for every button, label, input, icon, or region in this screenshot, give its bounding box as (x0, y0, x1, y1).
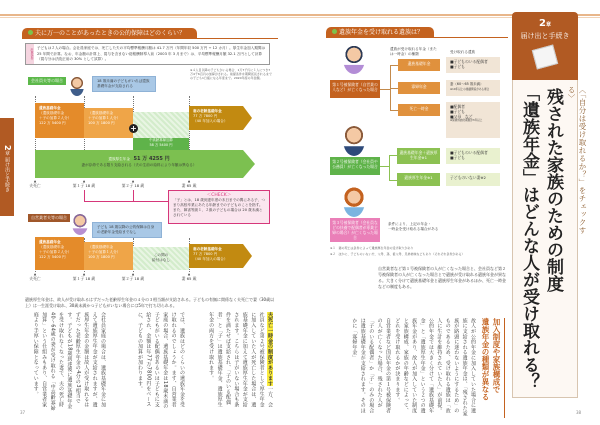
connector (389, 180, 397, 181)
group2-person-box: 第２号被保険者（会社員や公務員）が亡くなった場合 (330, 157, 380, 175)
box-line: ＋子の加算１人分） (88, 250, 121, 254)
chapter-unit: 章 (4, 150, 10, 156)
chapter-number: 2 (3, 145, 12, 151)
recipient: ■子どものいる配偶者 (450, 59, 488, 64)
box-title: 妻の老齢基礎年金 (193, 109, 222, 113)
timeline-tick: ▲ 第２子 18 歳 (118, 273, 148, 282)
chapter-number-row (512, 18, 578, 29)
pension-type-box: 遺族厚生年金※1 (397, 173, 440, 186)
timeline-tick: ▲ 夫死亡 (20, 180, 50, 189)
recipients-box (446, 102, 500, 138)
check-connector (84, 201, 168, 202)
timeline-tick: ▲ 第１子 18 歳 (69, 273, 99, 282)
no-benefit-gap (133, 247, 189, 270)
subhead-line: 加入制度や家族構成で (492, 318, 501, 393)
middle-age-widow-addition (133, 138, 189, 150)
box-amount: 77 万 7800 円 (193, 114, 218, 118)
box-amount: 100 万 1800 円 (88, 121, 115, 125)
recipient: ■子どものいる配偶者 (450, 150, 488, 155)
body-text: 一方、会社員など第２号被保険者として厚生年金に加入していた人が死亡した場合は、遺族基礎年金に加えて遺族厚生年金が支給されます。こちらは子がいない場合も条件を満たせば支給され、「子のいる配偶者」と「子」は遺族基礎年金、遺族厚生年金の両方を受け取れます。 (208, 312, 273, 408)
connector (380, 89, 390, 90)
timeline-tick: ▲ 第１子 18 歳 (69, 180, 99, 189)
bullet-icon (28, 30, 33, 35)
pension-type-box: 遺族基礎年金 (398, 59, 440, 71)
connector (390, 110, 398, 111)
section-rule (22, 38, 278, 39)
group1-person-box: 第１号被保険者（自営業の人など）が亡くなった場合 (330, 80, 380, 98)
body-column: では、遺族はどのくらいの遺族年金を受け取れるのでしょうか。ます、自営業者家庭の場合、遺族基礎年金は18歳未満の子どもがいる配偶者あるいは子どもに支給され、金額は年77万7800円をベースに、子どもの加算が加わります。 (136, 312, 185, 410)
recipient-note: ※10年以上の婚姻関係がある場合 (450, 88, 490, 91)
timeline-tick: ▲ 妻 65 歳 (174, 180, 204, 189)
recipients-box: 子どものいない妻※2 (446, 173, 500, 186)
footnote: ※２ ほかに、子どものいない夫、父母、孫、祖父母、兄弟姉妹などもあり（それぞれ条件がある） (330, 252, 465, 256)
note-line: 一時金を受け取れる場合がある (388, 227, 439, 231)
chapter-header (512, 12, 578, 80)
check-title: ＜CHECK＞ (206, 193, 232, 198)
person-avatar-1 (343, 44, 365, 74)
group3-note (388, 222, 468, 232)
check-text: 「子」とは、18 歳到達年度の末日までの間にある子、つまり高校卒業にあたる年齢までの子どものことを指す。また、障害等級１、２級の子どもの場合は 20 歳未満とされている (173, 198, 265, 217)
group3-person-box: 第３号被保険者（会社員などの扶養で配偶者が専業主婦の場合）が亡くなった場合 (330, 218, 380, 242)
page-number-right: 38 (576, 410, 582, 415)
connector (390, 65, 398, 66)
box-title: 中高齢寡婦加算 (149, 138, 173, 142)
chapter-side-tab[interactable] (0, 118, 14, 216)
wife-old-age-pension-box (189, 106, 243, 130)
box-line: （遺族基礎年金 (39, 245, 65, 249)
recipient: ■配偶者 (450, 104, 465, 109)
person-avatar-3 (343, 185, 365, 217)
chapter-number: 2 (539, 18, 546, 29)
section-rule (326, 37, 508, 38)
recipient: ■父母 など (450, 114, 473, 119)
intro-text: 自営業者など第１号被保険者の人が亡くなった場合と、会社員など第２号被保険者の人が亡くなった場合とで遺族が受け取れる遺族年金が異なる。大きく分けて遺族基礎年金と遺族厚生年金があるほか、死亡一時金などの制度もある。 (378, 266, 506, 289)
gap-text: この間の (153, 253, 169, 257)
box-title: 妻の老齢基礎年金 (193, 247, 222, 251)
recipients-box (446, 148, 500, 164)
connector (389, 155, 390, 180)
recipient-note: ※保険料納付期間が3年以上 (450, 119, 483, 122)
company-bubble: 18 歳未満の子どもがいれば遺族基礎年金が支給される (92, 76, 156, 92)
box-line: ＋子の加算２人分） (39, 250, 72, 254)
bar-note: 妻が存命である限り支給される（夫の生前の給料により年額は異なる） (81, 163, 197, 167)
box-amount: 58 万 5400 円 (149, 143, 173, 147)
hatched-gap (133, 112, 189, 138)
premise-text: 子どもは２人の場合。会社員家庭では、死亡した夫の平均標準報酬月額は 41.7 万円（年間年収 500 万円 ÷ 12 カ月）。厚生年金加入期間は 25 年間で計算。なお、年金額の計算上、賞与を含まない総報酬制導入前（2003 年 3 月まで）は、平均標準報酬月額 32.1 万円として計算（賞与分は法改正前の 30% として試算）。 (37, 46, 266, 62)
bar-amount: 51 万 4255 円 (133, 156, 170, 162)
survivor-employee-pension-bar (35, 150, 243, 178)
col-header-recipients: 受け取れる遺族 (450, 50, 476, 54)
connector (380, 166, 389, 167)
timeline-tick: ▲ 第２子 18 歳 (118, 180, 148, 189)
timeline-tick: ▲ 妻 65 歳 (174, 273, 204, 282)
box-line: （遺族基礎年金 (88, 245, 114, 249)
document-icon (532, 44, 558, 69)
connector (390, 88, 398, 89)
col-header-type: 遺族が受け取れる年金（または一時金）の種類 (390, 47, 437, 56)
body-column: 会社員家庭の場合は、遺族基礎年金に加えて遺族厚生年金が支給されますが、遺族厚生年金の金額は故人が受け取れるはずだった老齢厚生年金の4分の3相当です。子どもが18歳到達後に遺族基礎年金を受け取れなくなった妻で、夫の死亡時40〜64歳の妻が受け取れる「中高齢寡婦加算」という仕組みもあり、自営業者家庭より手厚い保障となっています。 (32, 312, 106, 411)
self-employed-bubble: 子ども 18 歳以降の公的保障は自身の老齢年金受給までなし (92, 222, 162, 238)
timeline-tick: ▲ 夫死亡 (20, 273, 50, 282)
premise-tag: 計算条件 (26, 44, 34, 64)
premise-box (25, 43, 270, 65)
recipients-box (446, 80, 500, 96)
summary-text: 遺族厚生年金は、故人が受け取れるはずだった老齢厚生年金の４分の３相当額が支給される。子どもの有無に関係なく夫死亡で妻（30歳以上）は一生涯受け取れ、30歳未満かつ子どもがいない場合には5年で打ち切られる。 (25, 297, 275, 308)
bar-title: 遺族厚生年金 (108, 157, 130, 161)
body-column (188, 312, 274, 412)
title-line-2: 「遺族年金」はどんな人が受け取れる？ (519, 84, 539, 390)
box-title: 遺族基礎年金 (39, 240, 61, 244)
box-title: 遺族基礎年金 (39, 106, 61, 110)
company-case-label: 会社員夫等の場合 (28, 77, 66, 85)
gap-text: 給付はなし (152, 258, 170, 262)
check-box (168, 190, 270, 224)
box-amount: 100 万 1800 円 (88, 255, 115, 259)
section-title-left: 夫に万一のことがあったときの公的保障はどのくらい？ (22, 28, 197, 39)
survivor-basic-pension-box-2 (84, 242, 133, 270)
box-amount: 77 万 7800 円 (193, 252, 218, 256)
plus-icon: + (130, 124, 137, 133)
highlighted-heading: 夫死亡一時金の制度があります (267, 312, 273, 387)
person-avatar-2 (343, 124, 365, 156)
page-number-left: 37 (20, 410, 26, 415)
body-column: 故人が公的年金に加入していた場合に遺族に支給される遺族年金は、「残された家族が路頭に迷わないようにするため」のものであるため、受け取れる遺族は「故人に生計を維持されていた人」が前提。公的年金では大きく分けて「遺族基礎年金」と「遺族厚生年金」という２つの遺族年金があり、故人が加入していた制度と家族構成、家族の年齢などによって、どれを受け取れるかが決まります。 (394, 318, 476, 417)
bullet-icon (332, 29, 337, 34)
pension-type-box: 遺族基礎年金＋遺族厚生年金※1 (397, 148, 440, 164)
footnote: ※１ 妻の死亡は条件によって遺族厚生年金の受け取りがあり (330, 246, 414, 250)
recipient: 妻（60〜65 歳未満） (450, 82, 484, 86)
note-line: 条件により、上記の年金・ (388, 222, 432, 226)
pension-type-box: 死亡一時金 (398, 104, 440, 116)
box-line: ＋子の加算１人分） (88, 116, 121, 120)
chapter-label: 届け出と手続き (520, 32, 570, 40)
husband-avatar (72, 213, 88, 235)
self-employed-label: 自営業者夫等の場合 (28, 214, 70, 222)
box-line: （40 年加入の場合） (193, 257, 228, 261)
section-title-right: 遺族年金を受け取れる遺族は？ (326, 27, 434, 38)
box-line: （遺族基礎年金 (39, 111, 65, 115)
survivor-basic-pension-box-2 (84, 108, 133, 138)
subheading (480, 318, 505, 418)
subhead-line: 遺族年金の種類が異なる (481, 318, 490, 401)
body-column: 自営業者など国民年金の第１号被保険者の人が亡くなった場合、残された人が「子のいる配偶者」か「子」のみの場合は遺族基礎年金が支給されます。そのほかに「寡婦年金」 (351, 318, 391, 414)
recipients-box (446, 57, 500, 73)
recipient: ■子ども (450, 155, 465, 160)
box-line: ＋子の加算２人分） (39, 116, 72, 120)
recipient: ■子ども (450, 109, 465, 114)
premise-note: ※４人目以降の子どもがいる場合、1万7千円に１人につき7万4千6百円の加算がされる。前提条件を期間延長されるまでの子ども1日後になる年度まで。2020年度の年金額。 (190, 68, 272, 80)
husband-avatar (70, 76, 84, 96)
connector (389, 155, 397, 156)
pension-type-box: 寡婦年金 (398, 82, 440, 94)
recipient: ■子ども (450, 64, 465, 69)
wife-old-age-pension-box (189, 244, 243, 268)
title-line-1: 残された家族のための制度 (543, 88, 563, 292)
box-amount: 122 万 5400 円 (39, 121, 66, 125)
chapter-label: 届け出と手続き (4, 157, 10, 193)
box-line: （遺族基礎年金 (88, 111, 114, 115)
chapter-unit: 章 (545, 22, 551, 28)
survivor-basic-pension-box (35, 103, 84, 138)
survivor-basic-pension-box (35, 237, 84, 270)
title-subtitle: 〈「自分は受け取れるか？」をチェックする〉 (567, 86, 587, 235)
box-line: （40 年加入の場合） (193, 119, 228, 123)
box-amount: 122 万 5400 円 (39, 255, 66, 259)
